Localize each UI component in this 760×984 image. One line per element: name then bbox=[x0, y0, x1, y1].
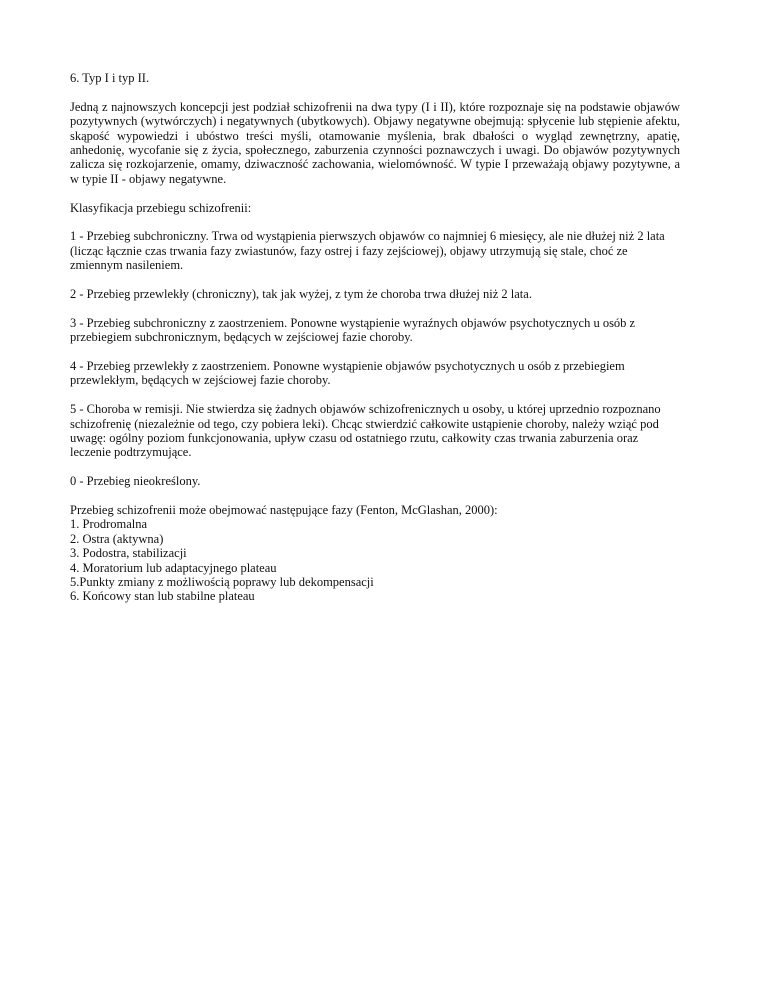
phases-intro: Przebieg schizofrenii może obejmować następujące fazy (Fenton, McGlashan, 2000): bbox=[70, 503, 498, 518]
classification-title: Klasyfikacja przebiegu schizofrenii: bbox=[70, 200, 252, 215]
section-heading: 6. Typ I i typ II. bbox=[70, 71, 150, 85]
course-item-4: 4 - Przebieg przewlekły z zaostrzeniem. Ponowne wystąpienie objawów psychotycznych u osób z przebiegiem przewlekłym, będących w zejściowej fazie choroby. bbox=[70, 359, 625, 388]
course-item-3: 3 - Przebieg subchroniczny z zaostrzeniem. Ponowne wystąpienie wyraźnych objawów psychotycznych u osób z przebiegiem subchronicznym, będących w zejściowej fazie choroby. bbox=[70, 315, 636, 345]
phase-item-6: 6. Końcowy stan lub stabilne plateau bbox=[70, 589, 255, 604]
course-item-1: 1 - Przebieg subchroniczny. Trwa od wystąpienia pierwszych objawów co najmniej 6 miesięcy, ale nie dłużej niż 2 lata (licząc łącznie czas trwania fazy zwiastunów, fazy ostrej i fazy zejściowej), objawy utrzymują się stale, choć ze zmiennym nasileniem. bbox=[70, 229, 665, 273]
document-body bbox=[70, 71, 680, 604]
phase-item-1: 1. Prodromalna bbox=[70, 517, 148, 532]
intro-paragraph: Jedną z najnowszych koncepcji jest podział schizofrenii na dwa typy (I i II), które rozpoznaje się na podstawie objawów pozytywnych (wytwórczych) i negatywnych (ubytkowych). Objawy negatywne obejmują: spłycenie lub stępienie afektu, skąpość wypowiedzi i ubóstwo treści myśli, otamowanie myślenia, brak dbałości o wygląd zewnętrzny, apatię, anhedonię, wycofanie się z życia, społecznego, zaburzenia czynności poznawczych i uwagi. Do objawów pozytywnych zalicza się rozkojarzenie, omamy, dziwaczność zachowania, wielomówność. W typie I przeważają objawy pozytywne, a w typie II - objawy negatywne. bbox=[70, 99, 680, 186]
phase-item-3: 3. Podostra, stabilizacji bbox=[70, 546, 187, 561]
course-item-0: 0 - Przebieg nieokreślony. bbox=[70, 474, 201, 489]
phase-item-4: 4. Moratorium lub adaptacyjnego plateau bbox=[70, 560, 277, 575]
course-item-2: 2 - Przebieg przewlekły (chroniczny), tak jak wyżej, z tym że choroba trwa dłużej niż 2 lata. bbox=[70, 287, 532, 302]
course-item-5: 5 - Choroba w remisji. Nie stwierdza się żadnych objawów schizofrenicznych u osoby, u której uprzednio rozpoznano schizofrenię (niezależnie od tego, czy pobiera leki). Chcąc stwierdzić całkowite ustąpienie choroby, należy wziąć pod uwagę: ogólny poziom funkcjonowania, upływ czasu od ostatniego rzutu, całkowity czas trwania zaburzenia oraz leczenie podtrzymujące. bbox=[70, 402, 661, 460]
phase-item-5: 5.Punkty zmiany z możliwością poprawy lub dekompensacji bbox=[70, 575, 374, 590]
phase-item-2: 2. Ostra (aktywna) bbox=[70, 531, 164, 546]
phases-block bbox=[70, 503, 680, 604]
